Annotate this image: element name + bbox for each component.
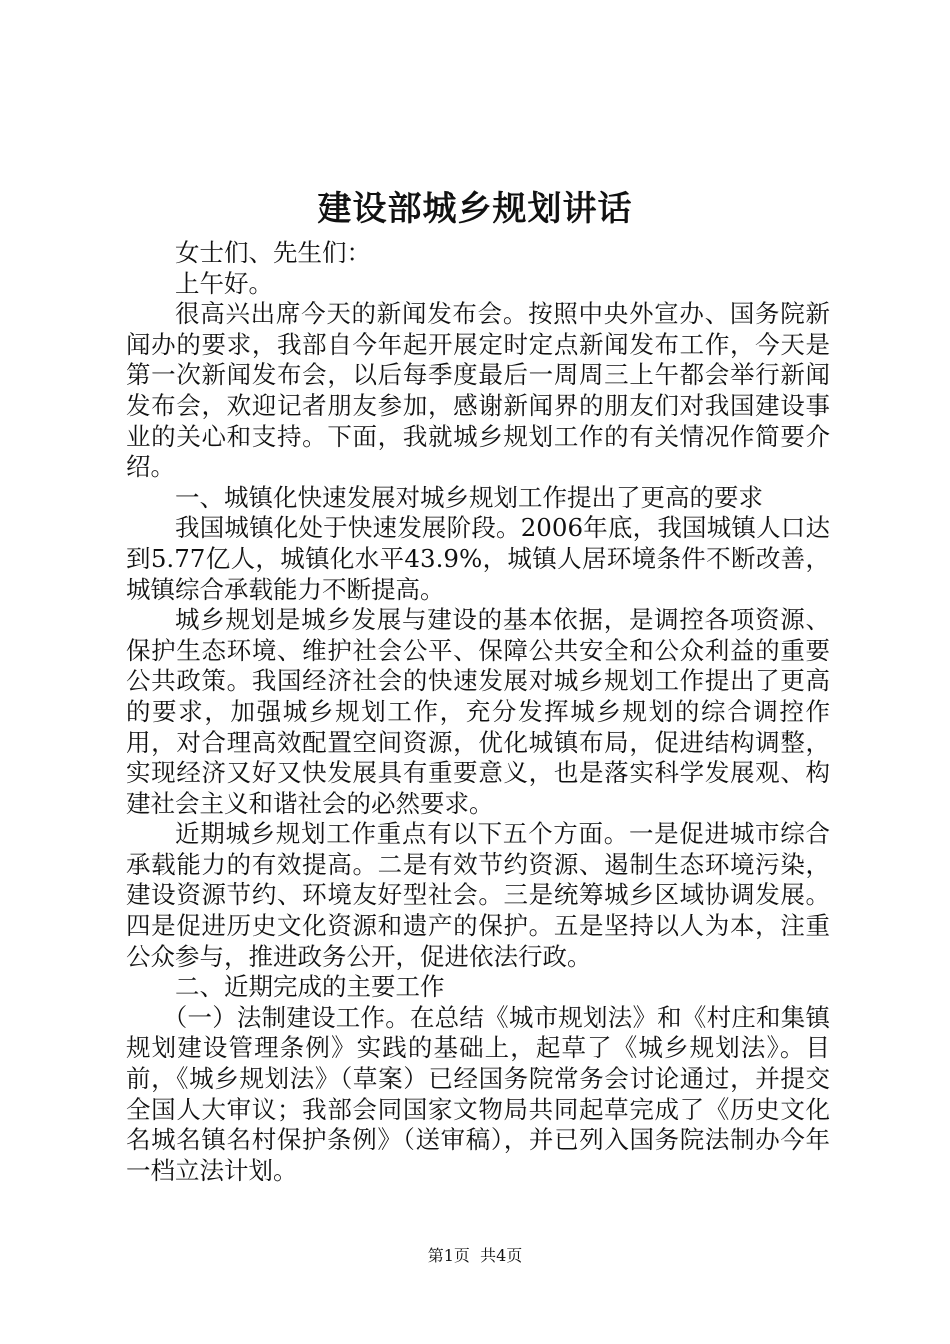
paragraph-good-morning: 上午好。 bbox=[175, 268, 273, 298]
page-total: 共4页 bbox=[480, 1246, 523, 1265]
paragraph-urbanization: 我国城镇化处于快速发展阶段。2006年底，我国城镇人口达到5.77亿人，城镇化水平43.9%，城镇人居环境条件不断改善，城镇综合承载能力不断提高。 bbox=[126, 513, 830, 604]
paragraph-legal-work: （一）法制建设工作。在总结《城市规划法》和《村庄和集镇规划建设管理条例》实践的基础上，起草了《城乡规划法》。目前，《城乡规划法》（草案）已经国务院常务会讨论通过，并提交全国人大审议；我部会同国家文物局共同起草完成了《历史文化名城名镇名村保护条例》（送审稿），并已列入国务院法制办今年一档立法计划。 bbox=[126, 1002, 830, 1185]
document-body bbox=[126, 238, 830, 1186]
paragraph-planning-basis: 城乡规划是城乡发展与建设的基本依据，是调控各项资源、保护生态环境、维护社会公平、保障公共安全和公众利益的重要公共政策。我国经济社会的快速发展对城乡规划工作提出了更高的要求，加强城乡规划工作，充分发挥城乡规划的综合调控作用，对合理高效配置空间资源，优化城镇布局，促进结构调整，实现经济又好又快发展具有重要意义，也是落实科学发展观、构建社会主义和谐社会的必然要求。 bbox=[126, 605, 830, 818]
document-title: 建设部城乡规划讲话 bbox=[317, 189, 633, 229]
paragraph-intro: 很高兴出席今天的新闻发布会。按照中央外宣办、国务院新闻办的要求，我部自今年起开展定时定点新闻发布工作，今天是第一次新闻发布会，以后每季度最后一周周三上午都会举行新闻发布会，欢迎记者朋友参加，感谢新闻界的朋友们对我国建设事业的关心和支持。下面，我就城乡规划工作的有关情况作简要介绍。 bbox=[126, 299, 830, 482]
section-heading-1: 一、城镇化快速发展对城乡规划工作提出了更高的要求 bbox=[175, 482, 763, 512]
paragraph-greeting: 女士们、先生们： bbox=[175, 238, 371, 267]
section-heading-2: 二、近期完成的主要工作 bbox=[175, 972, 445, 1002]
page-number: 第1页 bbox=[427, 1246, 470, 1265]
paragraph-key-points: 近期城乡规划工作重点有以下五个方面。一是促进城市综合承载能力的有效提高。二是有效节约资源、遏制生态环境污染，建设资源节约、环境友好型社会。三是统筹城乡区域协调发展。四是促进历史文化资源和遗产的保护。五是坚持以人为本，注重公众参与，推进政务公开，促进依法行政。 bbox=[126, 819, 830, 971]
page-footer bbox=[0, 1244, 950, 1268]
